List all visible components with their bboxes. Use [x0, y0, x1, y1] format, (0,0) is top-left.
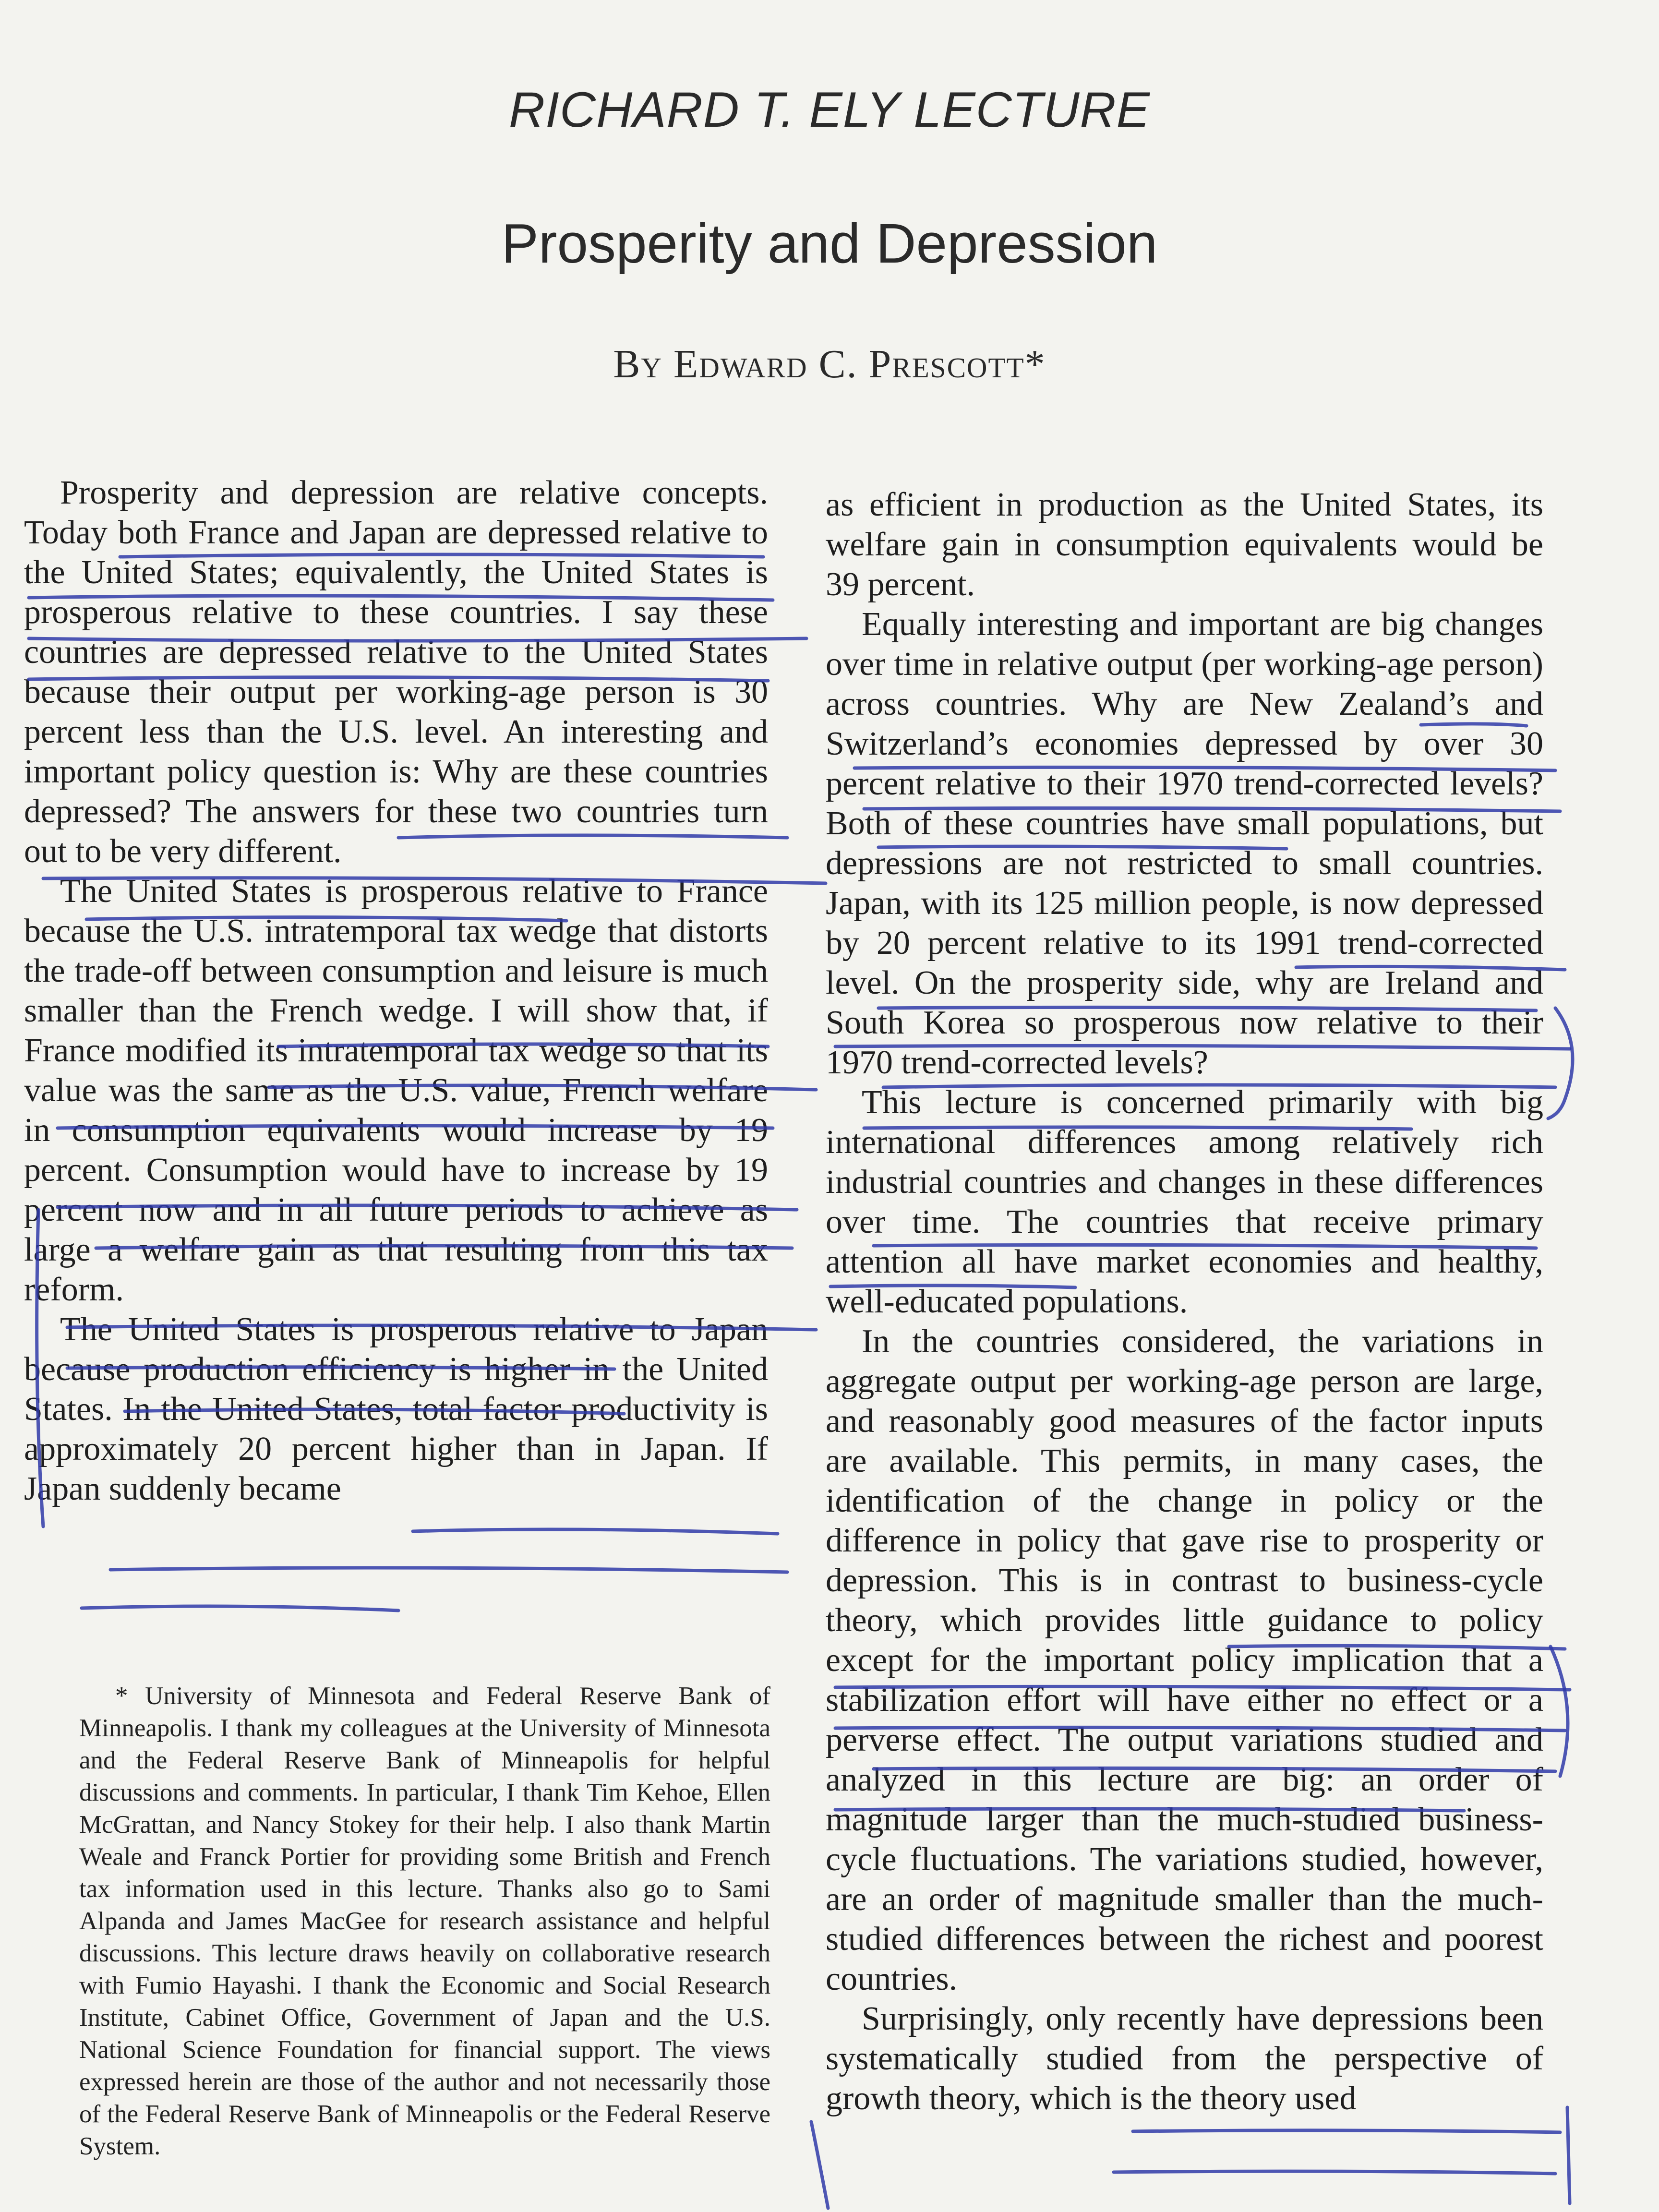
underline-mark	[1114, 2171, 1555, 2174]
margin-bracket-mark	[1567, 2107, 1570, 2203]
underline-mark	[82, 1606, 398, 1611]
author-footnote: * University of Minnesota and Federal Reserve Bank of Minneapolis. I thank my colleagues at the University of Minnesota and the Federal Reserve Bank of Minneapolis for helpful discussions and comments. In particular, I thank Tim Kehoe, Ellen McGrattan, and Nancy Stokey for their help. I also thank Martin Weale and Franck Portier for providing some British and French tax information used in this lecture. Thanks also go to Sami Alpanda and James MacGee for research assistance and helpful discussions. This lecture draws heavily on collaborative research with Fumio Hayashi. I thank the Economic and Social Research Institute, Cabinet Office, Government of Japan and the U.S. National Science Foundation for financial support. The views expressed herein are those of the author and not necessarily those of the Federal Reserve Bank of Minneapolis or the Federal Reserve System.	[79, 1682, 770, 2160]
right-paragraph-4: In the countries considered, the variations in aggregate output per working-age person are large, and reasonably good measures of the factor inputs are available. This permits, in many cases, the identification of the change in policy or the difference in policy that gave rise to prosperity or depression. This is in contrast to business-cycle theory, which provides little guidance to policy except for the important policy implication that a stabilization effort will have either no effect or a perverse effect. The output variations studied and analyzed in this lecture are big: an order of magnitude larger than the much-studied business-cycle fluctuations. The variations studied, however, are an order of magnitude smaller than the much-studied differences between the richest and poorest countries.	[826, 1323, 1543, 1997]
right-paragraph-3: This lecture is concerned primarily with big international differences among relatively rich industrial countries and changes in these differences over time. The countries that receive primary attention all have market economies and healthy, well-educated populations.	[826, 1084, 1543, 1320]
margin-bracket-mark	[1548, 1008, 1573, 1118]
author-byline: By Edward C. Prescott*	[613, 342, 1046, 386]
right-column	[826, 485, 1543, 2118]
margin-bracket-mark	[1551, 1647, 1568, 1776]
right-paragraph-2: Equally interesting and important are big changes over time in relative output (per working-age person) across countries. Why are New Zealand’s and Switzerland’s economies depressed by over 30 percent relative to their 1970 trend-corrected levels? Both of these countries have small populations, but depressions are not restricted to small countries. Japan, with its 125 million people, is now depressed by 20 percent relative to its 1991 trend-corrected level. On the prosperity side, why are Ireland and South Korea so prosperous now relative to their 1970 trend-corrected levels?	[826, 606, 1543, 1081]
underline-mark	[413, 1529, 778, 1534]
margin-bracket-mark	[811, 2122, 828, 2208]
left-paragraph-3: The United States is prosperous relative to Japan because production efficiency is higher in the United States. In the United States, total factor productivity is approximately 20 percent higher than in Japan. If Japan suddenly became	[24, 1311, 768, 1507]
lecture-series-heading: RICHARD T. ELY LECTURE	[509, 82, 1150, 138]
left-paragraph-2: The United States is prosperous relative to France because the U.S. intratemporal tax wedge that distorts the trade-off between consumption and leisure is much smaller than the French wedge. I will show that, if France modified its intratemporal tax wedge so that its value was the same as the U.S. value, French welfare in consumption equivalents would increase by 19 percent. Consumption would have to increase by 19 percent now and in all future periods to achieve as large a welfare gain as that resulting from this tax reform.	[24, 873, 768, 1308]
left-paragraph-1: Prosperity and depression are relative concepts. Today both France and Japan are depressed relative to the United States; equivalently, the United States is prosperous relative to these countries. I say these countries are depressed relative to the United States because their output per working-age person is 30 percent less than the U.S. level. An interesting and important policy question is: Why are these countries depressed? The answers for these two countries turn out to be very different.	[24, 474, 768, 870]
right-paragraph-5: Surprisingly, only recently have depressions been systematically studied from the perspective of growth theory, which is the theory used	[826, 2000, 1543, 2117]
underline-mark	[110, 1568, 787, 1572]
underline-mark	[1133, 2130, 1560, 2132]
paper-title: Prosperity and Depression	[501, 212, 1158, 275]
right-paragraph-1: as efficient in production as the United States, its welfare gain in consumption equivalents would be 39 percent.	[826, 486, 1543, 603]
left-column	[24, 473, 768, 1509]
